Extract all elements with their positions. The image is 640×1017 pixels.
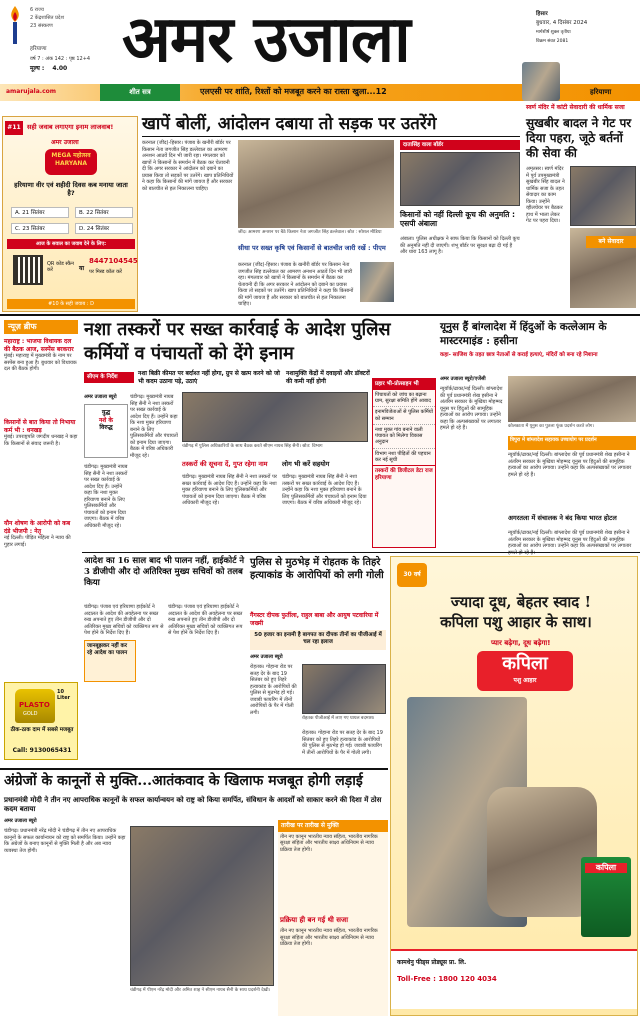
brief-headline: महाराष्ट्र : भाजपा विधायक दल की बैठक आज, सस्पेंस बरकरार (4, 338, 74, 353)
dateline (536, 10, 636, 46)
subhead-portrait (360, 262, 394, 302)
bottom-box-title: तारीख पर तारीख से मुक्ति (278, 820, 388, 832)
contest-cta: आज के सवाल का जवाब देने के लिए: (7, 239, 135, 249)
kapila-tagline-2: कपिला पशु आहार के साथ। (440, 613, 592, 631)
divider (82, 552, 640, 553)
contest-question: हरियाणा वीर एवं शहीदी दिवस कब मनाया जाता है? (14, 181, 128, 198)
brief-body: मुंबई। महाराष्ट्र में मुख्यमंत्री के नाम पर सस्पेंस बना हुआ है। बुधवार को विधायक दल की बैठक होगी। (4, 353, 77, 372)
previous-answer: #10 के सही जवाब : D (7, 299, 135, 309)
pack-brand: कपिला (585, 863, 627, 873)
main-photo (182, 392, 368, 442)
bangladesh-caption: कोलकाता में यूनुस का पुतला फूंक प्रदर्शन करते लोग। (508, 424, 595, 429)
price-label: मूल्य : (30, 65, 45, 72)
hc-headline: आदेश का 16 साल बाद भी पालन नहीं, हाईकोर्ट ने 3 डीजीपी और दो अतिरिक्त मुख्य सचिवों को तलब किया (84, 556, 245, 588)
kapila-ad (390, 556, 638, 1016)
side-box-title-2: तस्करों की डिजीटल डेटा राज हरियाणा (373, 465, 435, 484)
contest-brand: अमर उजाला (51, 139, 79, 146)
ut-count: 2 केंद्रशासित प्रदेश (30, 15, 64, 21)
side-body: अंबाला। पुलिस अधीक्षक ने साफ किया कि किसानों को दिल्ली कूच की अनुमति नहीं दी जाएगी। शंभू बॉर्डर पर सुरक्षा बढ़ा दी गई है और धारा 163 लागू है। (400, 236, 520, 255)
bottom-box-sub: प्रक्रिया ही बन गई थी सजा (280, 915, 349, 924)
plasto-ad (4, 682, 78, 760)
company-strip (391, 949, 637, 1009)
top-story-photo (238, 140, 394, 228)
bottom-photo (130, 826, 274, 986)
side-photo (400, 152, 520, 206)
hc-box-text: जानबूझकर नहीं कर रहे आदेश का पालन (87, 643, 128, 656)
sukhbir-body: अमृतसर। स्वर्ण मंदिर में पूर्व उपमुख्यमंत्री सुखबीर सिंह बादल ने धार्मिक सजा के तहत सेवादार का काम किया। उन्होंने व्हीलचेयर पर बैठकर हाथ में भाला लेकर गेट पर पहरा दिया। (526, 166, 565, 224)
plasto-tag: GOLD (23, 711, 38, 717)
bangladesh-body: न्यूयॉर्क/ढाका/नई दिल्ली। बांग्लादेश की पूर्व प्रधानमंत्री शेख हसीना ने अंतरिम सरकार के मुखिया मोहम्मद यूनुस पर हिंदुओं की सामूहिक हत्याओं का आरोप लगाया। उन्होंने कहा कि अल्पसंख्यकों पर लगातार हमले हो रहे हैं। (440, 386, 503, 431)
calendar-line-2: विक्रम संवत 2081 (536, 39, 569, 44)
bottom-caption: चंडीगढ़ में पीएम नरेंद्र मोदी और अमित शाह ने सीएम नायब सैनी के साथ प्रदर्शनी देखी। (130, 988, 271, 993)
top-story-photo-caption: जींद। आमरण अनशन पर बैठे किसान नेता जगजीत सिंह डल्लेवाल। स्रोत : सोशल मीडिया (238, 230, 382, 235)
plasto-brand: PLASTO (19, 701, 50, 709)
police-sub: गैंगस्टर दीपक फुर्तीला, राहुल बाबा और आयुष पटवारिया में जख्मी (250, 612, 379, 627)
side-box-item: नशा मुक्त गांव बनाने वाली पंचायत को मिलेगा विकास अनुदान (373, 425, 435, 449)
bottom-byline: अमर उजाला ब्यूरो (4, 818, 37, 824)
sukhbir-badge: बने सेवादार (586, 236, 636, 248)
state-count: 6 राज्य (30, 7, 44, 13)
brief-item (4, 419, 78, 514)
divider (142, 136, 520, 137)
bottom-body: चंडीगढ़। प्रधानमंत्री नरेंद्र मोदी ने चंडीगढ़ में तीन नए आपराधिक कानूनों के सफल कार्यान्वयन को राष्ट्र को समर्पित किया। उन्होंने कहा कि अंग्रेजों के बनाए कानूनों से मुक्ति मिली है और अब न्याय व्यवस्था तेज होगी। (4, 828, 126, 854)
bangladesh-sidebar: त्रिपुरा में बांग्लादेश सहायक उच्चायोग पर प्रदर्शन (508, 436, 636, 450)
bottom-box-body-2: तीन नए कानून भारतीय न्याय संहिता, भारतीय नागरिक सुरक्षा संहिता और भारतीय साक्ष्य अधिनियम से न्याय प्रक्रिया तेज होगी। (280, 928, 378, 948)
company-name: कामधेनु फीड्स प्रोड्यूस प्रा. लि. (397, 959, 467, 966)
yudh-line-1: युद्ध (101, 409, 111, 416)
yudh-logo (84, 404, 128, 458)
top-story-body: करनाल (जींद)-हिसार। पंजाब के खनौरी बॉर्डर पर किसान नेता जगजीत सिंह डल्लेवाल का आमरण अनशन आठवें दिन भी जारी रहा। मंगलवार को खापों ने किसानों के समर्थन में बैठक कर चेतावनी दी कि अगर सरकार ने आंदोलन को दबाने का प्रयास किया तो सड़कों पर उतरेंगे। खाप प्रतिनिधियों ने कहा कि किसानों की मांगें जायज हैं और सरकार को बातचीत से हल निकालना चाहिए। (142, 140, 234, 192)
qr-label: QR कोड स्कैन करें (47, 261, 74, 274)
newspaper-title: अमर उजाला (122, 2, 410, 77)
kapila-tagline-1: ज्यादा दूध, बेहतर स्वाद ! (450, 593, 592, 611)
police-body: रोहतक। गोहाना रोड पर सतह देर के बाद 19 सितंबर को हुए तिहरे हत्याकांड के आरोपियों की पुलिस से मुठभेड़ हो गई। जवाबी फायरिंग में तीनों आरोपियों के पैर में गोली लगी। (250, 664, 297, 716)
kapila-logo (477, 651, 573, 691)
main-kicker: सीएम के निर्देश (84, 372, 134, 383)
contest-title: सही जवाब लगाएगा इनाम लाजवाब! (27, 123, 114, 131)
option-c[interactable]: C. 23 सितंबर (11, 223, 69, 234)
hc-body: चंडीगढ़। पंजाब एवं हरियाणा हाईकोर्ट ने अदालत के आदेश की अवहेलना पर सख्त रुख अपनाते हुए तीन डीजीपी और दो अतिरिक्त मुख्य सचिवों को व्यक्तिगत रूप से पेश होने के निर्देश दिए हैं। (84, 604, 164, 636)
bottom-headline: अंग्रेजों के कानूनों से मुक्ति...आतंकवाद के खिलाफ मजबूत होगी लड़ाई (4, 773, 363, 789)
option-a[interactable]: A. 21 सितंबर (11, 207, 69, 218)
or-label: या (79, 265, 85, 272)
qr-code-icon[interactable] (13, 255, 43, 285)
edition-count: 23 संस्करण (30, 23, 53, 29)
main-sub-1: नशा बिक्री कीमत पर बर्दाश्त नहीं होगा, ग्रुप से खत्म करने को जो भी कदम उठाना पड़े, उठाएं (138, 370, 280, 385)
city: हिसार (536, 11, 548, 17)
main-side-box (372, 378, 436, 548)
kapila-brand-sub: पशु आहार (513, 677, 537, 684)
torch-logo-icon (6, 4, 24, 46)
issue-line: वर्ष 7 : अंक 142 : पृष्ठ 12+4 (30, 56, 91, 62)
price (30, 65, 67, 73)
sukhbir-headline: सुखबीर बादल ने गेट पर दिया पहरा, जूठे बर्तनों की सेवा की (526, 116, 632, 160)
sukhbir-kicker: स्वर्ण मंदिर में कांटी सेवादारी की धार्मिक सजा (526, 104, 625, 111)
side-box-title: प्रहार भी-प्रोत्साहन भी (373, 379, 435, 390)
side-kicker: दातासिंह वाला बॉर्डर (400, 140, 520, 150)
main-body: चंडीगढ़। मुख्यमंत्री नायब सिंह सैनी ने नशा तस्करों पर सख्त कार्रवाई के आदेश दिए हैं। उन्होंने कहा कि नशा मुक्त हरियाणा बनाने के लिए पुलिसकर्मियों और पंचायतों को इनाम दिया जाएगा। बैठक में वरिष्ठ अधिकारी मौजूद रहे। (130, 394, 178, 459)
edition-label: हरियाणा (30, 46, 47, 52)
news-brief-label-text: न्यूज़ ब्रीफ (8, 322, 37, 331)
yudh-line-3: विरुद्ध (99, 424, 113, 431)
side-headline: किसानों को नहीं दिल्ली कूच की अनुमति : एसपी अंबाला (400, 210, 516, 229)
missed-call-label: पर मिस्ड कॉल करें (89, 269, 122, 275)
calendar-line-1: मार्गशीर्ष शुक्ल तृतीया (536, 30, 571, 35)
main-body-3: चंडीगढ़। मुख्यमंत्री नायब सिंह सैनी ने नशा तस्करों पर सख्त कार्रवाई के आदेश दिए हैं। उन्होंने कहा कि नशा मुक्त हरियाणा बनाने के लिए पुलिसकर्मियों और पंचायतों को इनाम दिया जाएगा। बैठक में वरिष्ठ अधिकारी मौजूद रहे। (282, 474, 367, 506)
kapila-sub: प्यार बढ़ेगा, दूध बढ़ेगा! (491, 639, 551, 647)
brief-body: मुंबई। उपराष्ट्रपति जगदीप धनखड़ ने कहा कि किसानों से संवाद जरूरी है। (4, 434, 78, 447)
news-brief-label (4, 320, 78, 334)
bottom-sub: प्रधानमंत्री मोदी ने तीन नए आपराधिक कानूनों के सफल कार्यान्वयन को राष्ट्र को किया समर्पित, संविधान के आदर्शों को साकार करने की दिशा में ठोस कदम बताया (4, 796, 382, 813)
top-story-body-2: करनाल (जींद)-हिसार। पंजाब के खनौरी बॉर्डर पर किसान नेता जगजीत सिंह डल्लेवाल का आमरण अनशन आठवें दिन भी जारी रहा। मंगलवार को खापों ने किसानों के समर्थन में बैठक कर चेतावनी दी कि अगर सरकार ने आंदोलन को दबाने का प्रयास किया तो सड़कों पर उतरेंगे। खाप प्रतिनिधियों ने कहा कि किसानों की मांगें जायज हैं और सरकार को बातचीत से हल निकालना चाहिए। (238, 262, 354, 307)
plasto-phone[interactable]: Call: 9130065431 (12, 747, 72, 754)
side-box-item: विभाग नशा पीड़ितों की पहचान कर नई सूची (375, 450, 431, 463)
main-sub-3: तस्करों की सूचना दें, गुप्त रहेगा नाम (182, 460, 268, 468)
main-sub-2: नशामुक्ति केंद्रों में दवाइयों और डॉक्टरों की कमी नहीं होगी (286, 370, 370, 385)
police-photo (302, 664, 386, 714)
website-link[interactable]: amarujala.com (6, 88, 57, 95)
divider (0, 768, 388, 770)
contest-event: MEGA महोत्सव HARYANA (45, 149, 97, 175)
top-story-subhead: सीधा पर सख्त कृषि एवं किसानों से बातचीत जारी रखें : पीएम (238, 244, 386, 252)
anniversary-badge: 30 वर्ष (397, 563, 427, 587)
kapila-brand: कपिला (502, 653, 548, 674)
states-list (30, 6, 110, 30)
feed-pack (581, 857, 631, 937)
police-byline: अमर उजाला ब्यूरो (250, 654, 283, 660)
date: बुधवार, 4 दिसंबर 2024 (536, 20, 588, 26)
main-story-headline: नशा तस्करों पर सख्त कार्रवाई के आदेश पुलिस कर्मियों व पंचायतों को देंगे इनाम (84, 319, 391, 364)
plasto-offer: ठीक-ठाक दाम में सबसे मजबूत (10, 727, 74, 733)
brief-headline: यौन शोषण के आरोपी को कब दंडे भीजपी : नेतृ (4, 520, 71, 535)
news-brief (4, 338, 78, 678)
bangladesh-headline: यूनुस हैं बांग्लादेश में हिंदुओं के कत्लेआम के मास्टरमाइंड : हसीना (440, 321, 607, 347)
option-b[interactable]: B. 22 सितंबर (75, 207, 133, 218)
main-body-2: चंडीगढ़। मुख्यमंत्री नायब सिंह सैनी ने नशा तस्करों पर सख्त कार्रवाई के आदेश दिए हैं। उन्होंने कहा कि नशा मुक्त हरियाणा बनाने के लिए पुलिसकर्मियों और पंचायतों को इनाम दिया जाएगा। बैठक में वरिष्ठ अधिकारी मौजूद रहे। (182, 474, 277, 506)
main-photo-caption: चंडीगढ़ में पुलिस अधिकारियों के साथ बैठक करते सीएम नायब सिंह सैनी। स्रोत: विभाग (182, 444, 323, 449)
top-story-headline: खापें बोलीं, आंदोलन दबाया तो सड़क पर उतरेंगे (142, 114, 437, 134)
police-caption: रोहतक पीजीआई में लाए गए घायल बदमाश। (302, 716, 375, 721)
bangladesh-body-2: न्यूयॉर्क/ढाका/नई दिल्ली। बांग्लादेश की पूर्व प्रधानमंत्री शेख हसीना ने अंतरिम सरकार के मुखिया मोहम्मद यूनुस पर हिंदुओं की सामूहिक हत्याओं का आरोप लगाया। उन्होंने कहा कि अल्पसंख्यकों पर लगातार हमले हो रहे हैं। (508, 452, 632, 478)
bangladesh-sub-2: अगरतला में संचालक ने बंद किया भारत होटल (508, 514, 617, 522)
main-body-4: चंडीगढ़। मुख्यमंत्री नायब सिंह सैनी ने नशा तस्करों पर सख्त कार्रवाई के आदेश दिए हैं। उन्होंने कहा कि नशा मुक्त हरियाणा बनाने के लिए पुलिसकर्मियों और पंचायतों को इनाम दिया जाएगा। बैठक में वरिष्ठ अधिकारी मौजूद रहे। (84, 464, 128, 529)
police-box: 50 हजार का इनामी है बागपत का दीपक तीनों का पीजीआई में चल रहा इलाज (250, 630, 386, 650)
missed-call-number[interactable]: 8447104545 (89, 257, 138, 265)
sukhbir-photo-1 (570, 166, 636, 226)
section-tab[interactable]: शीत सत्र (100, 84, 180, 101)
brief-headline: किसानों से बात किया तो निभाया कर्म भी : धनखड़ (4, 419, 76, 434)
brief-item (4, 338, 78, 413)
police-headline: पुलिस से मुठभेड़ में रोहतक के तिहरे हत्याकांड के आरोपियों को लगी गोली (250, 557, 384, 581)
price-value: 4.00 (52, 65, 68, 72)
nav-teaser[interactable]: एलएसी पर शांति, रिश्तों को मजबूत करने का रास्ता खुला...12 (200, 87, 387, 96)
tollfree[interactable]: Toll-Free : 1800 120 4034 (397, 975, 497, 983)
nav-portrait (522, 62, 560, 101)
hc-box (84, 640, 136, 682)
bangladesh-photo (508, 376, 636, 422)
bottom-box-body: तीन नए कानून भारतीय न्याय संहिता, भारतीय नागरिक सुरक्षा संहिता और भारतीय साक्ष्य अधिनियम से न्याय प्रक्रिया तेज होगी। (280, 833, 378, 853)
brief-item (4, 520, 78, 605)
police-body-2: रोहतक। गोहाना रोड पर सतह देर के बाद 19 सितंबर को हुए तिहरे हत्याकांड के आरोपियों की पुलिस से मुठभेड़ हो गई। जवाबी फायरिंग में तीनों आरोपियों के पैर में गोली लगी। (302, 730, 383, 756)
state-tab[interactable]: हरियाणा (590, 88, 612, 96)
byline: अमर उजाला ब्यूरो (84, 394, 117, 400)
side-box-item: इनामविजेताओं से पुलिस कर्मियों को सम्मान (373, 407, 435, 425)
option-d[interactable]: D. 24 सितंबर (75, 223, 133, 234)
main-sub-4: लोग भी करें सहयोग (282, 460, 330, 468)
yudh-line-2: नशे के (98, 416, 114, 424)
bangladesh-body-3: न्यूयॉर्क/ढाका/नई दिल्ली। बांग्लादेश की पूर्व प्रधानमंत्री शेख हसीना ने अंतरिम सरकार के मुखिया मोहम्मद यूनुस पर हिंदुओं की सामूहिक हत्याओं का आरोप लगाया। उन्होंने कहा कि अल्पसंख्यकों पर लगातार (508, 530, 632, 549)
plasto-capacity: 10 Liter (57, 689, 71, 702)
brief-body: नई दिल्ली। पीड़ित महिला ने न्याय की गुहार लगाई। (4, 535, 71, 548)
side-box-item: पिंचायतों को जांच का बढ़ाना ग्राम, सुरक्षा समिति होंगे आबाद (373, 390, 435, 408)
bottom-box (278, 820, 388, 1016)
bangladesh-byline: अमर उजाला ब्यूरो/एजेंसी (440, 376, 486, 382)
hc-body-2: चंडीगढ़। पंजाब एवं हरियाणा हाईकोर्ट ने अदालत के आदेश की अवहेलना पर सख्त रुख अपनाते हुए तीन डीजीपी और दो अतिरिक्त मुख्य सचिवों को व्यक्तिगत रूप से पेश होने के निर्देश दिए हैं। (168, 604, 243, 636)
contest-badge: #11 (5, 121, 23, 135)
divider (0, 314, 640, 316)
bangladesh-sub: कहा- साजिश के तहत छात्र नेताओं से कराई हत्याएं, मंदिरों को बना रहे निशाना (440, 352, 598, 358)
contest-ad (2, 116, 138, 312)
